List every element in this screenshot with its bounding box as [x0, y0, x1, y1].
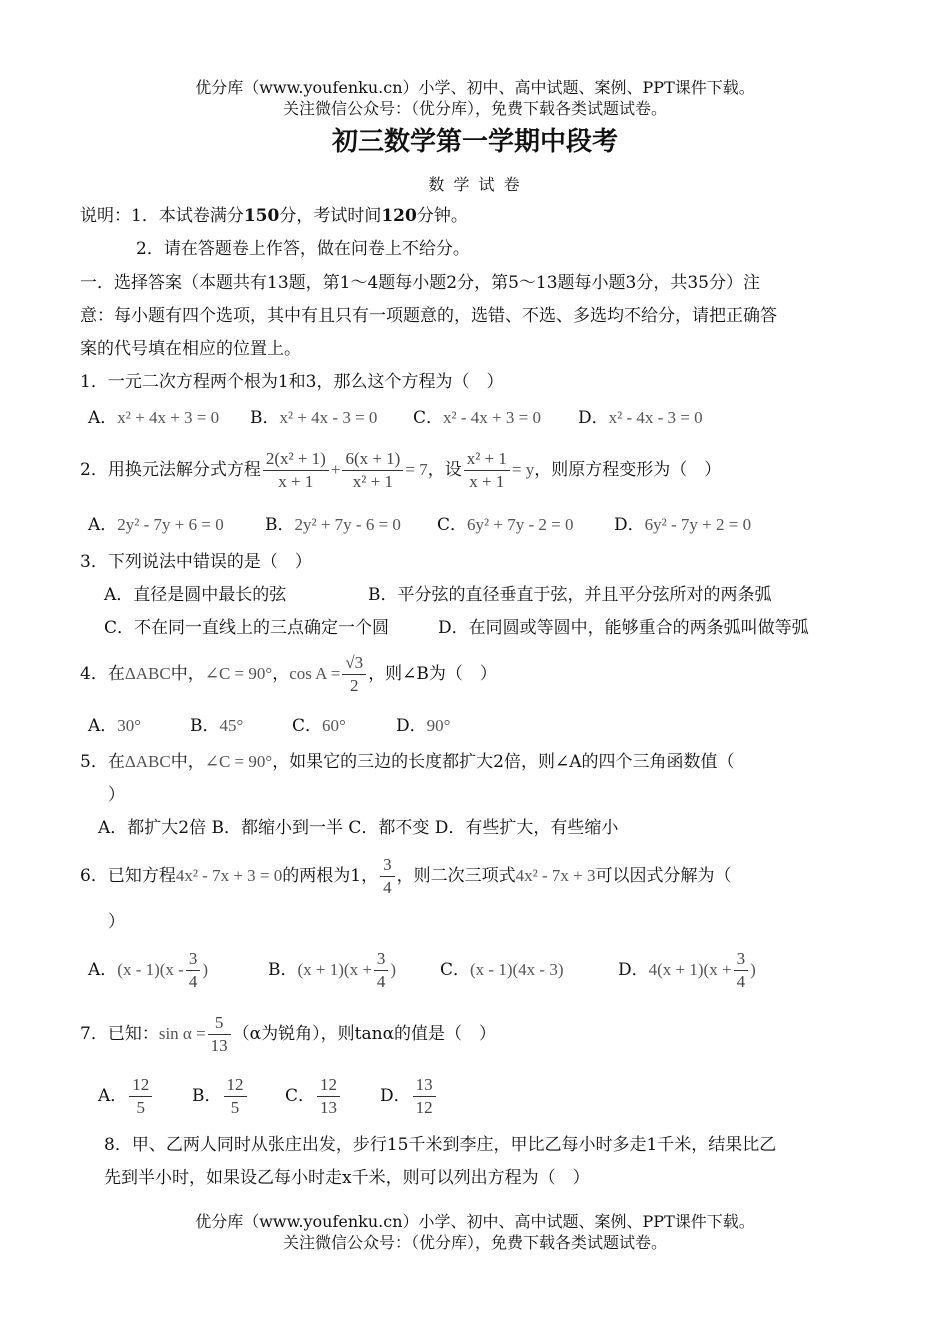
q5-stem-line-2: ） — [108, 785, 125, 805]
q2-f2-den: x² + 1 — [352, 472, 393, 491]
q2-option-c-label: C． — [437, 515, 468, 535]
q4-frac-num: √3 — [342, 652, 366, 675]
note-1-mid: 分，考试时间 — [279, 206, 382, 226]
q6-option-a — [88, 946, 208, 994]
q6-option-d-pre: 4(x + 1)(x + — [648, 960, 732, 979]
q6-option-d-label: D． — [618, 960, 649, 980]
q1-option-c-expr: x² - 4x + 3 = 0 — [443, 408, 541, 427]
q4-option-c-expr: 60° — [322, 716, 346, 735]
footer-line-2: 关注微信公众号：（优分库），免费下载各类试题试卷。 — [282, 1233, 667, 1252]
q7-option-a-label: A． — [98, 1086, 128, 1106]
q7-option-c — [285, 1072, 342, 1120]
q2-fraction-3 — [464, 448, 510, 493]
q1-option-c — [413, 406, 541, 430]
q4-option-b — [190, 714, 243, 738]
q6-option-c-label: C． — [440, 960, 471, 980]
q7-option-d — [380, 1072, 438, 1120]
q4-frac-den: 2 — [350, 676, 359, 695]
q5-angle: ∠C = 90° — [204, 752, 273, 771]
q7-fraction — [208, 1012, 231, 1057]
q4-post: ，则∠B为（ ） — [368, 664, 497, 684]
q2-f1-num: 2(x² + 1) — [263, 448, 329, 471]
q6-option-d-post: ) — [750, 960, 756, 979]
q7-option-d-label: D． — [380, 1086, 411, 1106]
q4-mid1: 中， — [170, 664, 205, 684]
q3-option-a: A．直径是圆中最长的弦 — [104, 585, 287, 605]
q2-plus: + — [330, 460, 341, 479]
q6-stem-line-2: ） — [108, 912, 125, 932]
note-1-pre: 说明：1．本试卷满分 — [80, 206, 244, 226]
q6-frac-den: 4 — [383, 878, 392, 897]
q2-pre: 2．用换元法解分式方程 — [80, 460, 261, 480]
q2-option-d-expr: 6y² - 7y + 2 = 0 — [644, 515, 752, 534]
q4-option-b-label: B． — [190, 716, 220, 736]
q4-stem — [80, 650, 497, 698]
q7-option-a-num: 12 — [129, 1074, 152, 1097]
q2-option-a-expr: 2y² - 7y + 6 = 0 — [117, 515, 224, 534]
footer-line-1: 优分库（www.youfenku.cn）小学、初中、高中试题、案例、PPT课件下载。 — [195, 1212, 755, 1231]
q3-option-d: D．在同圆或等圆中，能够重合的两条弧叫做等弧 — [438, 618, 809, 638]
q6-equation: 4x² - 7x + 3 = 0 — [175, 866, 283, 885]
q2-f1-den: x + 1 — [278, 472, 314, 491]
q2-mid: ，设 — [427, 460, 462, 480]
q6-option-a-den: 4 — [188, 972, 198, 991]
q7-option-d-frac — [413, 1074, 436, 1119]
q1-option-d-expr: x² - 4x - 3 = 0 — [608, 408, 703, 427]
q4-option-d-label: D． — [396, 716, 427, 736]
q4-cos: cos A = — [289, 664, 341, 683]
q2-f2-num: 6(x + 1) — [342, 448, 403, 471]
q1-option-c-label: C． — [413, 408, 444, 428]
note-1-post: 分钟。 — [416, 206, 468, 226]
q1-option-a-expr: x² + 4x + 3 = 0 — [117, 408, 220, 427]
q2-f3-den: x + 1 — [469, 472, 505, 491]
q6-option-a-frac — [186, 948, 201, 993]
q1-option-d-label: D． — [578, 408, 609, 428]
q6-option-b-label: B． — [268, 960, 298, 980]
q1-option-b-expr: x² + 4x - 3 = 0 — [279, 408, 378, 427]
q2-option-b — [265, 513, 401, 537]
q2-option-d-label: D． — [614, 515, 645, 535]
q7-option-a-den: 5 — [136, 1098, 146, 1117]
q2-post: ，则原方程变形为（ ） — [534, 460, 722, 480]
q7-option-b-frac — [224, 1074, 247, 1119]
q7-option-b — [192, 1072, 249, 1120]
q2-eq: = 7 — [405, 460, 428, 479]
note-1 — [80, 204, 468, 228]
q5-pre: 5．在 — [80, 752, 125, 772]
q1-option-b-label: B． — [250, 408, 280, 428]
q6-option-d-den: 4 — [736, 972, 746, 991]
q4-option-d-expr: 90° — [426, 716, 451, 735]
q7-option-b-label: B． — [192, 1086, 222, 1106]
q2-stem — [80, 446, 721, 494]
q7-frac-num: 5 — [208, 1012, 231, 1035]
q7-post: （α为锐角），则tanα的值是（ ） — [232, 1024, 497, 1044]
q6-option-b-den: 4 — [376, 972, 386, 991]
q6-frac-num: 3 — [380, 854, 395, 877]
q5-options: A．都扩大2倍 B．都缩小到一半 C．都不变 D．有些扩大，有些缩小 — [98, 818, 619, 838]
q5-stem — [80, 750, 735, 774]
section1-line-2: 意：每小题有四个选项，其中有且只有一项题意的，选错、不选、多选均不给分，请把正确答 — [80, 306, 777, 326]
q6-option-d — [618, 946, 756, 994]
q3-stem: 3．下列说法中错误的是（ ） — [80, 552, 312, 572]
q6-poly: 4x² - 7x + 3 — [515, 866, 596, 885]
q6-fraction — [380, 854, 395, 899]
q4-option-c — [292, 714, 346, 738]
header-line-2: 关注微信公众号：（优分库），免费下载各类试题试卷。 — [282, 99, 667, 118]
q6-option-b — [268, 946, 396, 994]
q6-pre: 6．已知方程 — [80, 866, 176, 886]
q5-triangle: ΔABC — [124, 752, 171, 771]
q7-option-d-den: 12 — [415, 1098, 433, 1117]
q7-option-b-num: 12 — [224, 1074, 247, 1097]
q6-mid2: ，则二次三项式 — [396, 866, 516, 886]
q7-option-c-den: 13 — [320, 1098, 338, 1117]
page-subtitle: 数 学 试 卷 — [428, 175, 522, 194]
q2-option-b-expr: 2y² + 7y - 6 = 0 — [294, 515, 401, 534]
q6-option-a-label: A． — [88, 960, 118, 980]
q7-frac-den: 13 — [210, 1036, 228, 1055]
q4-option-a-expr: 30° — [117, 716, 142, 735]
q6-mid: 的两根为1， — [282, 866, 379, 886]
q2-option-c-expr: 6y² + 7y - 2 = 0 — [467, 515, 574, 534]
page-title: 初三数学第一学期中段考 — [331, 127, 618, 157]
q6-option-d-frac — [734, 948, 749, 993]
q4-option-a-label: A． — [88, 716, 118, 736]
q4-triangle: ΔABC — [124, 664, 171, 683]
section1-line-3: 案的代号填在相应的位置上。 — [80, 339, 301, 359]
q2-eqy: = y — [511, 460, 535, 479]
q6-option-b-post: ) — [390, 960, 397, 979]
q6-option-a-post: ) — [202, 960, 209, 979]
q7-sin: sin α = — [158, 1024, 206, 1043]
q7-option-c-frac — [317, 1074, 340, 1119]
q6-option-c — [440, 946, 563, 994]
q7-option-b-den: 5 — [230, 1098, 240, 1117]
q6-post: 可以因式分解为（ — [595, 866, 732, 886]
note-1-score: 150 — [243, 206, 280, 226]
q8-line-1: 8．甲、乙两人同时从张庄出发，步行15千米到李庄，甲比乙每小时多走1千米，结果比乙 — [104, 1135, 777, 1155]
q4-pre: 4．在 — [80, 664, 125, 684]
q1-option-b — [250, 406, 377, 430]
q6-option-b-frac — [374, 948, 389, 993]
q5-mid1: 中， — [170, 752, 205, 772]
q1-stem: 1．一元二次方程两个根为1和3，那么这个方程为（ ） — [80, 372, 504, 392]
q7-pre: 7．已知： — [80, 1024, 159, 1044]
q2-fraction-2 — [342, 448, 403, 493]
q2-fraction-1 — [263, 448, 329, 493]
q2-option-b-label: B． — [265, 515, 295, 535]
section1-line-1: 一．选择答案（本题共有13题，第1～4题每小题2分，第5～13题每小题3分，共35分）注 — [80, 273, 760, 293]
note-2: 2．请在答题卷上作答，做在问卷上不给分。 — [136, 239, 470, 259]
q4-option-d — [396, 714, 450, 738]
q3-option-b: B．平分弦的直径垂直于弦，并且平分弦所对的两条弧 — [368, 585, 772, 605]
header-line-1: 优分库（www.youfenku.cn）小学、初中、高中试题、案例、PPT课件下载。 — [195, 78, 755, 97]
q5-post: ，如果它的三边的长度都扩大2倍，则∠A的四个三角函数值（ — [272, 752, 735, 772]
q4-angle: ∠C = 90° — [204, 664, 273, 683]
q3-option-c: C．不在同一直线上的三点确定一个圆 — [104, 618, 390, 638]
q2-option-a — [88, 513, 224, 537]
q6-option-b-pre: (x + 1)(x + — [297, 960, 372, 979]
q7-option-d-num: 13 — [413, 1074, 436, 1097]
q2-option-d — [614, 513, 751, 537]
q6-option-b-num: 3 — [374, 948, 389, 971]
q4-option-c-label: C． — [292, 716, 323, 736]
q7-stem — [80, 1010, 496, 1058]
note-1-time: 120 — [381, 206, 417, 226]
q4-option-b-expr: 45° — [219, 716, 244, 735]
q6-option-a-pre: (x - 1)(x - — [117, 960, 184, 979]
q4-fraction — [342, 652, 366, 697]
q2-f3-num: x² + 1 — [464, 448, 510, 471]
q2-option-c — [437, 513, 573, 537]
q4-option-a — [88, 714, 141, 738]
q4-mid2: ， — [272, 664, 290, 684]
q2-option-a-label: A． — [88, 515, 118, 535]
q7-option-c-num: 12 — [317, 1074, 340, 1097]
q1-option-d — [578, 406, 703, 430]
q6-option-a-num: 3 — [186, 948, 201, 971]
q1-option-a — [88, 406, 219, 430]
q7-option-c-label: C． — [285, 1086, 316, 1106]
q6-stem — [80, 852, 731, 900]
q7-option-a-frac — [129, 1074, 152, 1119]
q8-line-2: 先到半小时，如果设乙每小时走x千米，则可以列出方程为（ ） — [104, 1168, 590, 1188]
q1-option-a-label: A． — [88, 408, 118, 428]
q7-option-a — [98, 1072, 154, 1120]
q6-option-d-num: 3 — [734, 948, 749, 971]
q6-option-c-pre: (x - 1)(4x - 3) — [470, 960, 564, 979]
